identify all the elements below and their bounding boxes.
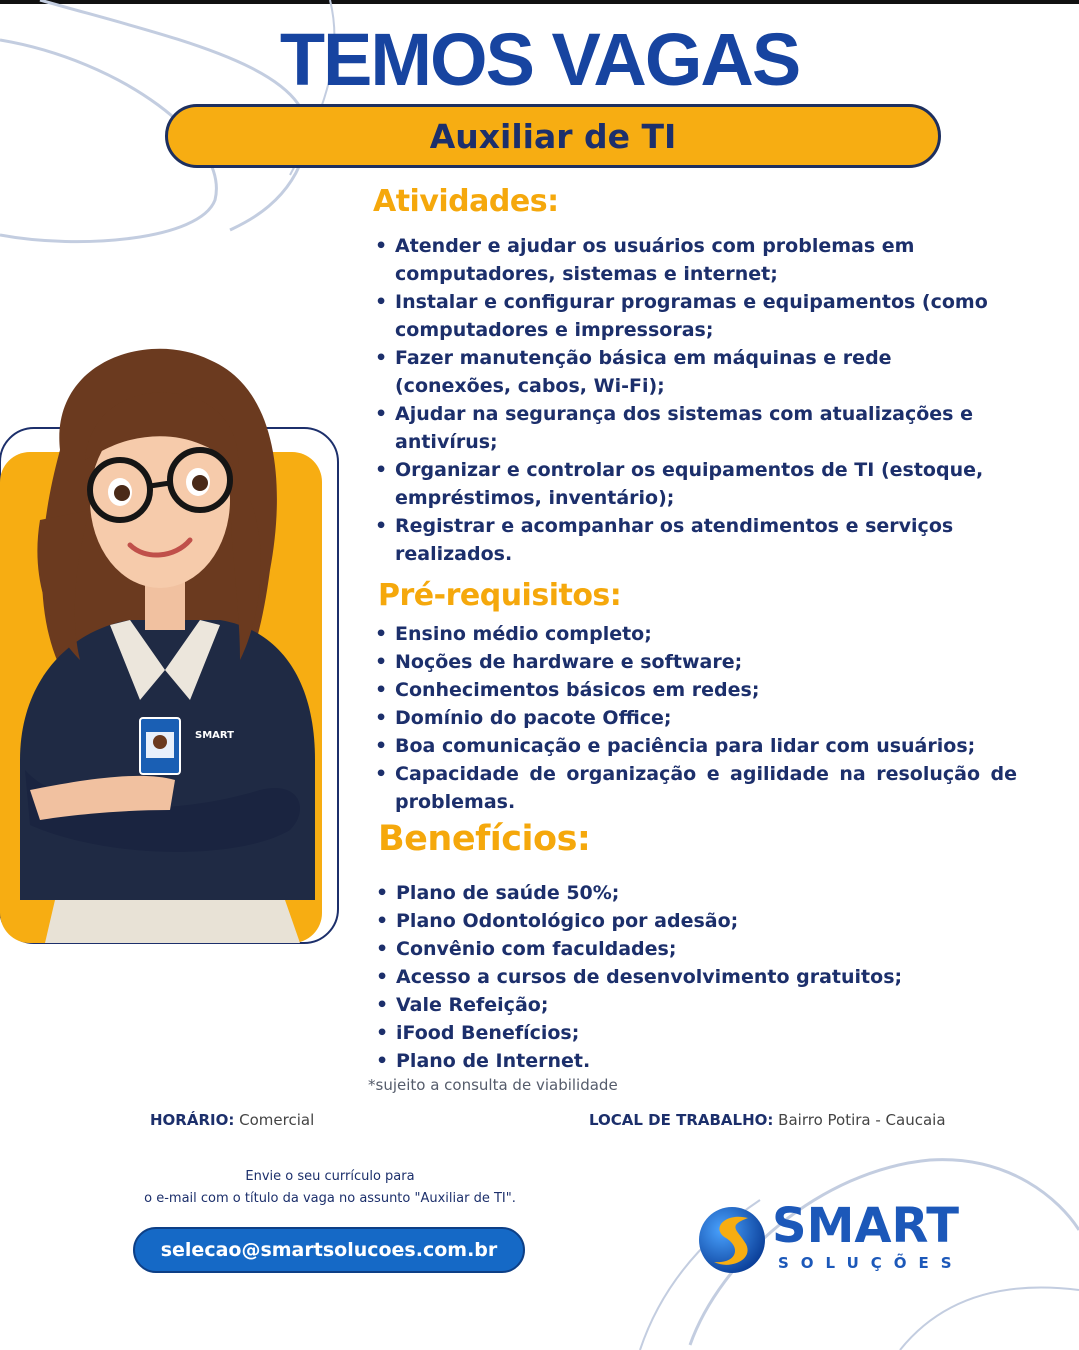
activities-list (375, 232, 995, 568)
instructions-line-2: o e-mail com o título da vaga no assunto "Auxiliar de TI". (144, 1191, 516, 1206)
list-item: • Domínio do pacote Office; (375, 704, 1017, 732)
top-border (0, 0, 1079, 4)
list-item: • iFood Benefícios; (376, 1019, 996, 1047)
headline: TEMOS VAGAS (279, 18, 800, 101)
job-title-banner (165, 104, 941, 168)
logo-globe-icon (696, 1204, 768, 1276)
list-item: • Plano de Internet. (376, 1047, 996, 1075)
application-instructions (130, 1166, 530, 1210)
list-item: • Boa comunicação e paciência para lidar com usuários; (375, 732, 1017, 760)
activities-title: Atividades: (373, 184, 559, 219)
hours-label: HORÁRIO: (150, 1111, 235, 1129)
job-title: Auxiliar de TI (429, 116, 677, 156)
employee-illustration (0, 340, 345, 950)
list-item: • Instalar e configurar programas e equipamentos (como computadores e impressoras; (375, 288, 995, 344)
list-item: • Ajudar na segurança dos sistemas com atualizações e antivírus; (375, 400, 995, 456)
location-value: Bairro Potira - Caucaia (778, 1111, 946, 1129)
logo-wordmark: SMART (772, 1198, 960, 1254)
list-item: • Registrar e acompanhar os atendimentos e serviços realizados. (375, 512, 995, 568)
work-location (589, 1111, 946, 1129)
list-item: • Organizar e controlar os equipamentos de TI (estoque, empréstimos, inventário); (375, 456, 995, 512)
benefits-list (376, 879, 996, 1075)
list-item: • Atender e ajudar os usuários com problemas em computadores, sistemas e internet; (375, 232, 995, 288)
list-item: • Ensino médio completo; (375, 620, 1017, 648)
smart-solucoes-logo (694, 1198, 984, 1288)
list-item: • Noções de hardware e software; (375, 648, 1017, 676)
requirements-title: Pré-requisitos: (378, 578, 622, 613)
logo-subtitle: SOLUÇÕES (778, 1254, 964, 1272)
sweater-logo-text: SMART (195, 730, 234, 741)
list-item: • Acesso a cursos de desenvolvimento gratuitos; (376, 963, 996, 991)
location-label: LOCAL DE TRABALHO: (589, 1111, 774, 1129)
list-item: • Vale Refeição; (376, 991, 996, 1019)
benefits-note: *sujeito a consulta de viabilidade (368, 1076, 618, 1094)
hours-value: Comercial (239, 1111, 315, 1129)
benefits-title: Benefícios: (378, 819, 591, 859)
list-item: • Convênio com faculdades; (376, 935, 996, 963)
list-item: • Fazer manutenção básica em máquinas e rede (conexões, cabos, Wi-Fi); (375, 344, 995, 400)
list-item: • Conhecimentos básicos em redes; (375, 676, 1017, 704)
instructions-line-1: Envie o seu currículo para (245, 1169, 415, 1184)
requirements-list (375, 620, 1017, 816)
email-link[interactable]: selecao@smartsolucoes.com.br (133, 1227, 525, 1273)
list-item: • Plano Odontológico por adesão; (376, 907, 996, 935)
list-item: • Plano de saúde 50%; (376, 879, 996, 907)
work-hours (150, 1111, 314, 1129)
list-item: • Capacidade de organização e agilidade na resolução de problemas. (375, 760, 1017, 816)
